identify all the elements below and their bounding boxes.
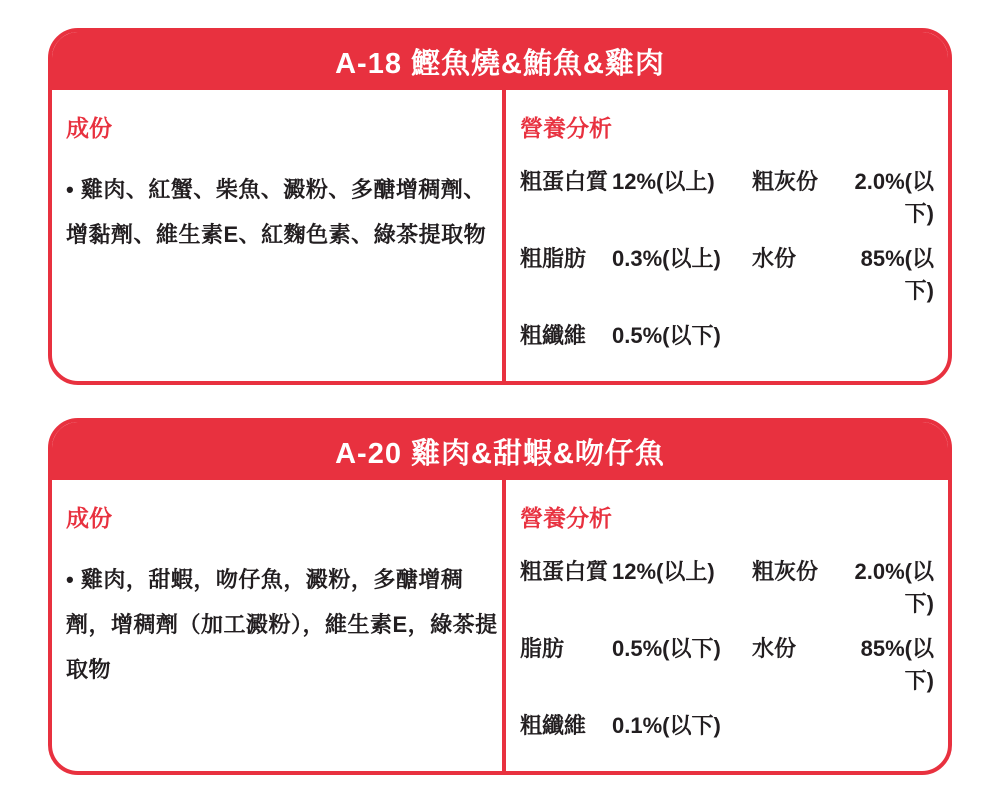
nutrition-label: 粗灰份 (752, 169, 819, 194)
nutrition-value: 0.5%(以下) (612, 323, 721, 348)
nutrition-label: 粗蛋白質 (520, 169, 609, 194)
ingredients-column (52, 90, 502, 381)
ingredients-text: • 雞肉、紅蟹、柴魚、澱粉、多醣增稠劑、增黏劑、維生素E、紅麴色素、綠茶提取物 (66, 177, 487, 247)
nutrition-column (502, 480, 948, 771)
nutrition-label: 粗蛋白質 (520, 559, 609, 584)
card-title: A-20 雞肉&甜蝦&吻仔魚 (335, 437, 665, 470)
nutrition-label: 水份 (752, 636, 797, 661)
nutrition-value: 0.3%(以上) (612, 246, 721, 271)
nutrition-label: 脂肪 (520, 636, 565, 661)
nutrition-value: 85%(以下) (860, 636, 934, 693)
ingredients-text: • 雞肉，甜蝦，吻仔魚，澱粉，多醣增稠劑，增稠劑（加工澱粉），維生素E，綠茶提取物 (66, 567, 498, 682)
card-body (52, 90, 948, 381)
nutrition-label: 粗脂肪 (520, 246, 587, 271)
card-title: A-18 鰹魚燒&鮪魚&雞肉 (335, 47, 665, 80)
nutrition-table (520, 556, 934, 742)
nutrition-label: 水份 (752, 246, 797, 271)
nutrition-column (502, 90, 948, 381)
nutrition-value: 12%(以上) (612, 169, 715, 194)
nutrition-heading: 營養分析 (520, 505, 612, 531)
nutrition-value: 2.0%(以下) (854, 559, 934, 616)
nutrition-value: 0.1%(以下) (612, 713, 721, 738)
nutrition-heading: 營養分析 (520, 115, 612, 141)
nutrition-value: 12%(以上) (612, 559, 715, 584)
card-header (52, 422, 948, 480)
nutrition-table (520, 166, 934, 352)
nutrition-label: 粗纖維 (520, 323, 587, 348)
product-card-a18 (48, 28, 952, 385)
nutrition-label: 粗纖維 (520, 713, 587, 738)
nutrition-value: 85%(以下) (860, 246, 934, 303)
card-header (52, 32, 948, 90)
product-card-a20 (48, 418, 952, 775)
card-body (52, 480, 948, 771)
nutrition-label: 粗灰份 (752, 559, 819, 584)
ingredients-column (52, 480, 502, 771)
nutrition-value: 0.5%(以下) (612, 636, 721, 661)
ingredients-heading: 成份 (66, 505, 112, 531)
ingredients-heading: 成份 (66, 115, 112, 141)
nutrition-value: 2.0%(以下) (854, 169, 934, 226)
